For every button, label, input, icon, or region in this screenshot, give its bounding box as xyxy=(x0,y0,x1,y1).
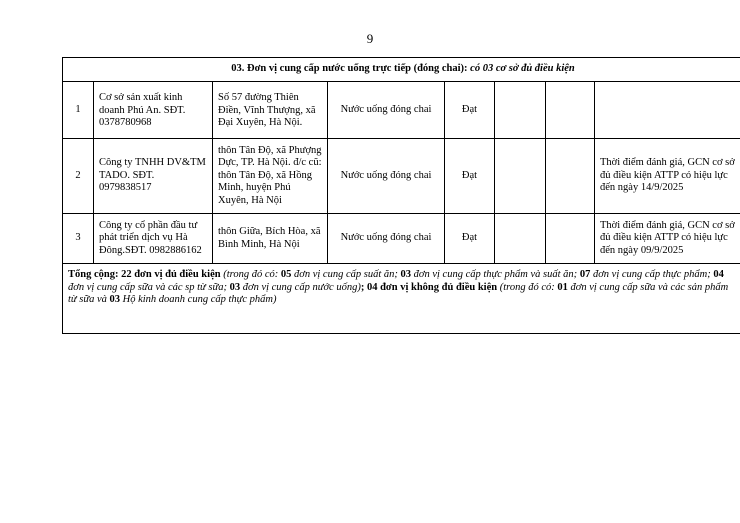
table-row xyxy=(63,214,740,264)
section-header-row xyxy=(63,58,740,82)
row-facility: Công ty TNHH DV&TM TADO. SĐT. 0979838517 xyxy=(94,139,213,214)
page-number: 9 xyxy=(366,31,374,46)
section-header xyxy=(63,58,740,82)
summary-part: (trong đó có: xyxy=(220,269,281,280)
summary-count: 01 xyxy=(557,281,568,293)
row-facility: Cơ sở sản xuất kinh doanh Phú An. SĐT. 0378780968 xyxy=(94,82,213,139)
row-product: Nước uống đóng chai xyxy=(328,82,445,139)
summary-count: 05 xyxy=(280,269,292,280)
row-result: Đạt xyxy=(445,82,495,139)
row-stt: 3 xyxy=(63,214,94,264)
row-stt: 2 xyxy=(63,139,94,214)
row-empty-cell xyxy=(495,214,546,264)
row-empty-cell xyxy=(495,139,546,214)
summary-total: Tổng cộng: 22 đơn vị đủ điều kiện xyxy=(68,269,221,280)
summary-part: đơn vị cung cấp thực phẩm và suất ăn; xyxy=(411,269,580,280)
summary-count: 03 xyxy=(400,269,411,280)
row-facility: Công ty cổ phần đầu tư phát triển dịch vụ Hà Đông.SĐT. 0982886162 xyxy=(94,214,213,264)
row-stt: 1 xyxy=(63,82,94,139)
summary-row xyxy=(63,264,740,334)
row-address: thôn Tân Độ, xã Phượng Dực, TP. Hà Nội. đ/c cũ: thôn Tân Độ, xã Hồng Minh, huyện Phú Xuyên, Hà Nội xyxy=(213,139,328,214)
summary-part: đơn vị cung cấp sữa và các sản phẩm từ sữa và xyxy=(68,281,729,306)
summary-count: 03 xyxy=(229,281,241,293)
row-empty-cell xyxy=(546,214,595,264)
row-address: thôn Giữa, Bích Hòa, xã Bình Minh, Hà Nội xyxy=(213,214,328,264)
row-empty-cell xyxy=(546,139,595,214)
row-product: Nước uống đóng chai xyxy=(328,214,445,264)
summary-part: đơn vị cung cấp thực phẩm; xyxy=(590,269,714,280)
row-product: Nước uống đóng chai xyxy=(328,139,445,214)
section-subtitle: có 03 cơ sở đủ điều kiện xyxy=(470,63,575,75)
row-empty-cell xyxy=(546,82,595,139)
section-title: 03. Đơn vị cung cấp nước uống trực tiếp (đóng chai): xyxy=(231,63,468,75)
row-empty-cell xyxy=(495,82,546,139)
table-row xyxy=(63,82,740,139)
summary-count: 04 xyxy=(713,269,724,280)
table-row xyxy=(63,139,740,214)
row-note: Thời điểm đánh giá, GCN cơ sở đủ điều kiện ATTP có hiệu lực đến ngày 09/9/2025 xyxy=(595,214,740,264)
summary-count: 07 xyxy=(579,269,591,280)
facility-table xyxy=(62,57,740,334)
summary-not-qualified: ; 04 đơn vị không đủ điều kiện xyxy=(360,281,498,293)
summary-text xyxy=(63,264,740,334)
summary-part: Hộ kinh doanh cung cấp thực phẩm) xyxy=(120,294,277,306)
row-note: Thời điểm đánh giá, GCN cơ sở đủ điều kiện ATTP có hiệu lực đến ngày 14/9/2025 xyxy=(595,139,740,214)
row-result: Đạt xyxy=(445,139,495,214)
row-result: Đạt xyxy=(445,214,495,264)
summary-part: (trong đó có: xyxy=(497,281,558,293)
summary-part: đơn vị cung cấp nước uống) xyxy=(240,281,361,293)
summary-count: 03 xyxy=(109,294,120,306)
row-note xyxy=(595,82,740,139)
row-address: Số 57 đường Thiên Điền, Vĩnh Thượng, xã Đại Xuyên, Hà Nội. xyxy=(213,82,328,139)
summary-part: đơn vị cung cấp suất ăn; xyxy=(291,269,401,280)
summary-part: đơn vị cung cấp sữa và các sp từ sữa; xyxy=(68,281,230,293)
